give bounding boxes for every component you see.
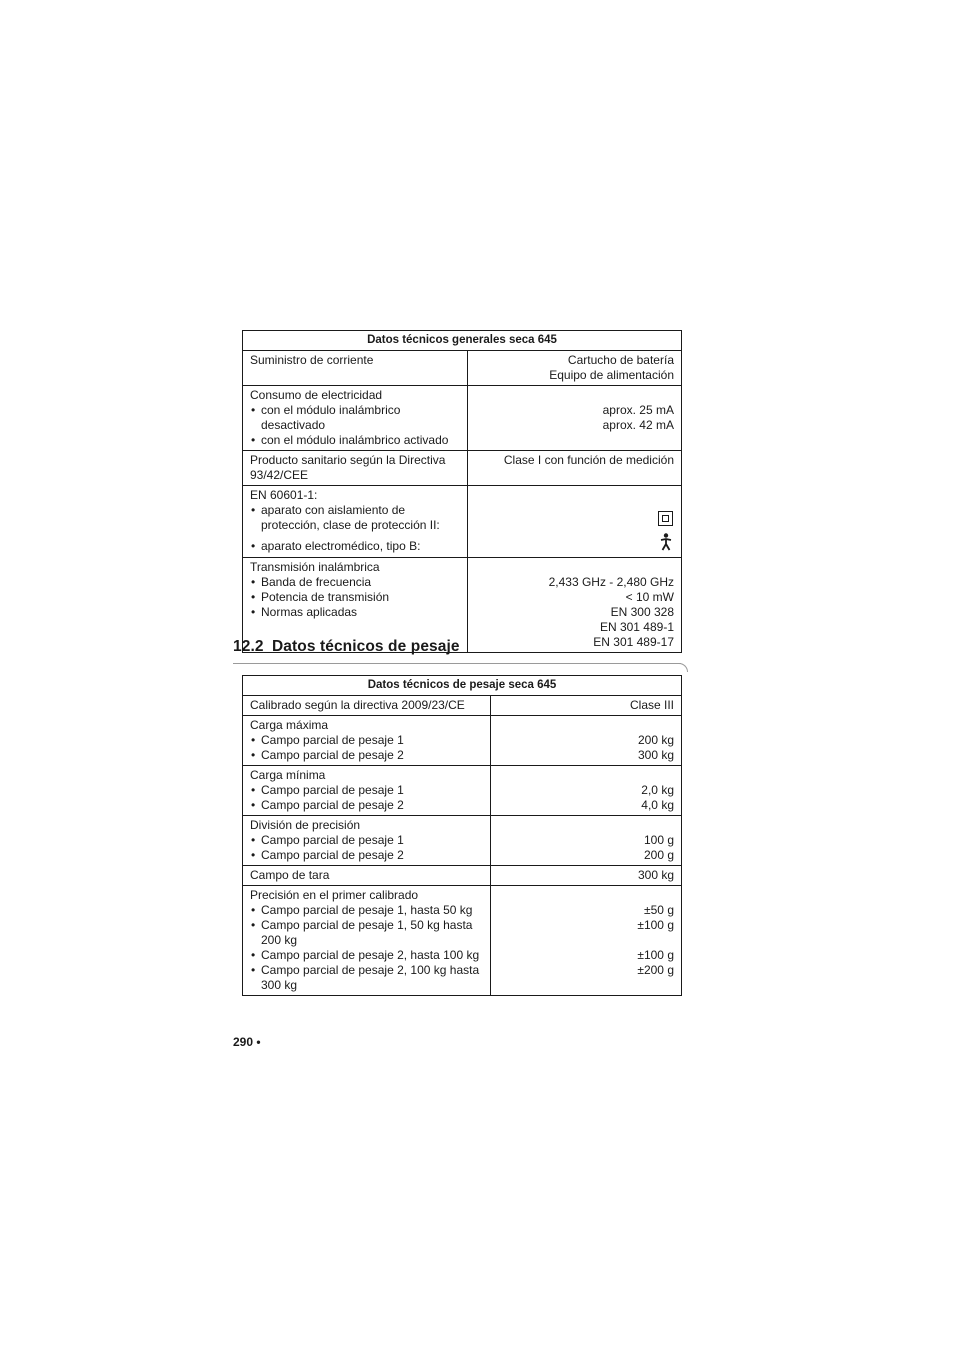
list-item: • aparato con aislamiento de protección, clase de protección II: [250, 503, 460, 533]
list-item: • Campo parcial de pesaje 2, 100 kg hasta 300 kg [250, 963, 483, 993]
section-heading [233, 638, 460, 656]
calibration-value: Clase III [491, 696, 682, 716]
en60601-symbols [468, 486, 682, 558]
bullet-list [250, 733, 483, 763]
table-row [243, 696, 682, 716]
bullet-list [250, 503, 460, 554]
max-load-values [491, 716, 682, 766]
table-row [243, 816, 682, 866]
value-line: 4,0 kg [641, 798, 674, 812]
list-item: • con el módulo inalámbrico activado [250, 433, 460, 448]
consumption-cell [243, 386, 468, 451]
list-item: • Campo parcial de pesaje 1 [250, 833, 483, 848]
table-row [243, 866, 682, 886]
value-line: Cartucho de batería [567, 353, 674, 367]
value-line: < 10 mW [625, 590, 674, 604]
list-item: • Campo parcial de pesaje 1 [250, 733, 483, 748]
list-item: • Campo parcial de pesaje 1 [250, 783, 483, 798]
section-number: 12.2 [233, 638, 264, 655]
value-line: 2,433 GHz - 2,480 GHz [548, 575, 674, 589]
calibration-label: Calibrado según la directiva 2009/23/CE [243, 696, 491, 716]
table-row [243, 351, 682, 386]
table-row [243, 766, 682, 816]
medical-product-value: Clase I con función de medición [468, 451, 682, 486]
list-item: • Campo parcial de pesaje 2 [250, 798, 483, 813]
precision-cell [243, 886, 491, 996]
value-line: Equipo de alimentación [549, 368, 674, 382]
table-row [243, 451, 682, 486]
value-line: 100 g [643, 833, 674, 847]
section-title: Datos técnicos de pesaje [272, 638, 460, 655]
medical-product-label: Producto sanitario según la Directiva 93/42/CEE [243, 451, 468, 486]
value-line: aprox. 42 mA [602, 418, 674, 432]
table-row [243, 716, 682, 766]
list-item: • Banda de frecuencia [250, 575, 460, 590]
value-line: EN 300 328 [610, 605, 674, 619]
value-line: EN 301 489-17 [593, 635, 674, 649]
value-line: 300 kg [637, 748, 674, 762]
value-line: 200 kg [637, 733, 674, 747]
max-load-cell [243, 716, 491, 766]
tare-label: Campo de tara [243, 866, 491, 886]
list-item: • Campo parcial de pesaje 2 [250, 748, 483, 763]
table-title: Datos técnicos generales seca 645 [243, 331, 682, 351]
bullet-list [250, 575, 460, 620]
table-header-row [243, 331, 682, 351]
value-line: ±200 g [637, 963, 674, 977]
double-insulation-icon [658, 511, 673, 526]
max-load-label: Carga máxima [250, 718, 329, 732]
list-item: • aparato electromédico, tipo B: [250, 539, 460, 554]
value-line: 200 g [643, 848, 674, 862]
min-load-cell [243, 766, 491, 816]
power-supply-label: Suministro de corriente [243, 351, 468, 386]
list-item: • Campo parcial de pesaje 2 [250, 848, 483, 863]
value-line: EN 301 489-1 [599, 620, 674, 634]
power-supply-values [468, 351, 682, 386]
table-row [243, 886, 682, 996]
precision-values [491, 886, 682, 996]
general-specs-table [242, 330, 682, 653]
list-item: • Campo parcial de pesaje 1, hasta 50 kg [250, 903, 483, 918]
list-item: • Campo parcial de pesaje 2, hasta 100 kg [250, 948, 483, 963]
list-item: • Potencia de transmisión [250, 590, 460, 605]
list-item: • con el módulo inalámbrico desactivado [250, 403, 460, 433]
list-item: • Normas aplicadas [250, 605, 460, 620]
type-b-applied-part-icon [660, 533, 672, 551]
division-cell [243, 816, 491, 866]
section-divider-curve [675, 663, 688, 672]
page-number: 290 • [233, 1035, 261, 1049]
wireless-values [468, 558, 682, 653]
value-line: aprox. 25 mA [602, 403, 674, 417]
section-divider [233, 663, 681, 664]
value-line: ±100 g [637, 918, 674, 932]
list-item: • Campo parcial de pesaje 1, 50 kg hasta 200 kg [250, 918, 483, 948]
value-line: ±50 g [644, 903, 674, 917]
bullet-list [250, 783, 483, 813]
table-row [243, 486, 682, 558]
consumption-values [468, 386, 682, 451]
table-title: Datos técnicos de pesaje seca 645 [243, 676, 682, 696]
min-load-values [491, 766, 682, 816]
table-header-row [243, 676, 682, 696]
wireless-label: Transmisión inalámbrica [250, 560, 380, 574]
tare-value: 300 kg [491, 866, 682, 886]
min-load-label: Carga mínima [250, 768, 326, 782]
en60601-label: EN 60601-1: [250, 488, 318, 502]
precision-label: Precisión en el primer calibrado [250, 888, 419, 902]
bullet-list [250, 833, 483, 863]
weighing-specs-table [242, 675, 682, 996]
division-values [491, 816, 682, 866]
table-row [243, 386, 682, 451]
bullet-list [250, 403, 460, 448]
bullet-list [250, 903, 483, 993]
value-line: 2,0 kg [641, 783, 674, 797]
value-line: ±100 g [637, 948, 674, 962]
en60601-cell [243, 486, 468, 558]
division-label: División de precisión [250, 818, 361, 832]
consumption-label: Consumo de electricidad [250, 388, 383, 402]
